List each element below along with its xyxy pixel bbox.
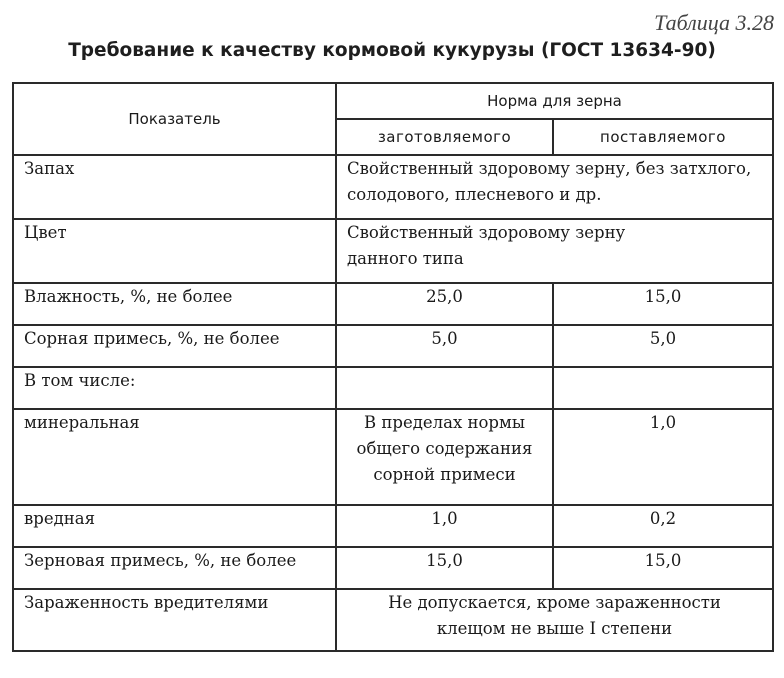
table-row [13,547,773,589]
row-supplied-value: 0,2 [553,505,773,547]
row-procured-value: В пределах нормы общего содержания сорной примеси [336,409,553,505]
row-procured-value: 1,0 [336,505,553,547]
table-row [13,589,773,651]
table-row [13,505,773,547]
row-indicator: Запах [13,155,336,219]
row-indicator: Зерновая примесь, %, не более [13,547,336,589]
row-merged-value: Не допускается, кроме зараженности клещом не выше I степени [336,589,773,651]
row-supplied-value: 15,0 [553,283,773,325]
row-supplied-value [553,367,773,409]
row-indicator: минеральная [13,409,336,505]
row-procured-value: 15,0 [336,547,553,589]
row-indicator: Сорная примесь, %, не более [13,325,336,367]
row-indicator: Влажность, %, не более [13,283,336,325]
header-procured: заготовляемого [336,119,553,155]
header-supplied: поставляемого [553,119,773,155]
row-indicator: В том числе: [13,367,336,409]
row-procured-value [336,367,553,409]
row-indicator: Зараженность вредителями [13,589,336,651]
row-merged-value: Свойственный здоровому зерну данного типа [336,219,773,283]
table-row [13,219,773,283]
table-number: Таблица 3.28 [654,10,774,35]
table-row [13,155,773,219]
row-supplied-value: 1,0 [553,409,773,505]
row-indicator: вредная [13,505,336,547]
row-procured-value: 5,0 [336,325,553,367]
table-row [13,409,773,505]
header-row [13,83,773,119]
quality-requirements-table [12,82,774,652]
row-supplied-value: 15,0 [553,547,773,589]
table-title: Требование к качеству кормовой кукурузы (ГОСТ 13634-90) [68,40,716,61]
table-row [13,325,773,367]
table-row [13,283,773,325]
row-merged-value: Свойственный здоровому зерну, без затхлого, солодового, плесневого и др. [336,155,773,219]
table-row [13,367,773,409]
row-supplied-value: 5,0 [553,325,773,367]
header-norm: Норма для зерна [336,83,773,119]
row-indicator: Цвет [13,219,336,283]
row-procured-value: 25,0 [336,283,553,325]
header-indicator: Показатель [13,83,336,155]
